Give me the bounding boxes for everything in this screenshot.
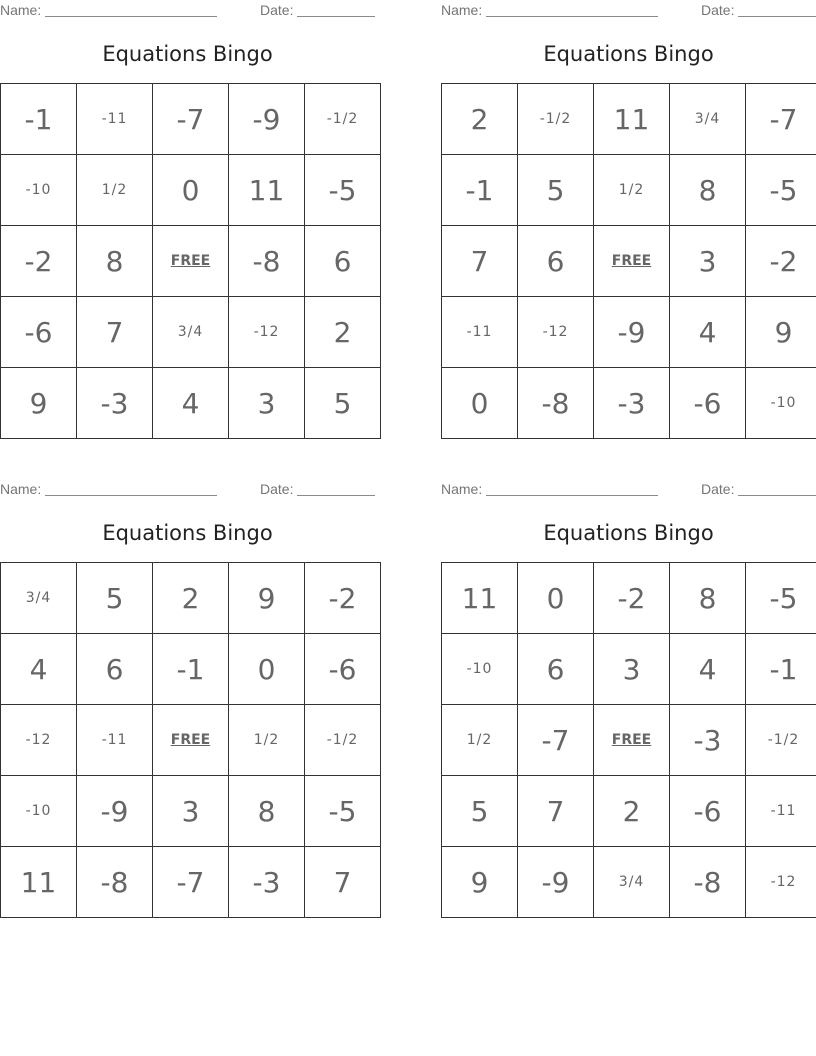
bingo-row — [442, 368, 816, 439]
bingo-cell[interactable]: 11 — [1, 847, 77, 918]
bingo-cell[interactable]: 6 — [518, 226, 594, 297]
bingo-cell[interactable]: 2 — [594, 776, 670, 847]
bingo-cell[interactable]: -3 — [594, 368, 670, 439]
bingo-cell[interactable]: -7 — [518, 705, 594, 776]
bingo-row — [442, 705, 816, 776]
bingo-cell[interactable]: 1/2 — [229, 705, 305, 776]
bingo-cell[interactable]: -2 — [746, 226, 816, 297]
bingo-cell[interactable]: -5 — [746, 155, 816, 226]
bingo-cell[interactable]: -2 — [594, 563, 670, 634]
bingo-row — [442, 226, 816, 297]
date-field[interactable] — [297, 16, 375, 17]
bingo-cell[interactable]: -7 — [153, 847, 229, 918]
card-title: Equations Bingo — [543, 521, 714, 545]
bingo-cell[interactable]: -11 — [77, 84, 153, 155]
bingo-cell[interactable]: 3/4 — [670, 84, 746, 155]
bingo-cell[interactable]: -9 — [594, 297, 670, 368]
bingo-row — [442, 84, 816, 155]
bingo-cell[interactable]: -6 — [305, 634, 381, 705]
date-label: Date: — [260, 2, 294, 18]
bingo-row — [442, 776, 816, 847]
bingo-cell[interactable]: 2 — [305, 297, 381, 368]
bingo-cell[interactable]: -1/2 — [305, 705, 381, 776]
bingo-cell[interactable]: 3 — [670, 226, 746, 297]
bingo-cell[interactable]: 4 — [670, 634, 746, 705]
date-field[interactable] — [297, 495, 375, 496]
bingo-cell[interactable]: -6 — [670, 776, 746, 847]
bingo-cell[interactable]: -1 — [746, 634, 816, 705]
bingo-cell[interactable]: 4 — [670, 297, 746, 368]
free-space[interactable]: FREE — [153, 226, 229, 297]
bingo-row — [1, 155, 381, 226]
bingo-cell[interactable]: -11 — [77, 705, 153, 776]
bingo-cell[interactable]: 7 — [518, 776, 594, 847]
bingo-cell[interactable]: -10 — [1, 155, 77, 226]
bingo-cell[interactable]: -1/2 — [518, 84, 594, 155]
bingo-row — [442, 155, 816, 226]
bingo-cell[interactable]: 11 — [442, 563, 518, 634]
name-field[interactable] — [45, 495, 217, 496]
date-label: Date: — [701, 481, 735, 497]
bingo-cell[interactable]: 11 — [229, 155, 305, 226]
bingo-cell[interactable]: -10 — [1, 776, 77, 847]
bingo-row — [1, 563, 381, 634]
bingo-cell[interactable]: -3 — [670, 705, 746, 776]
bingo-row — [1, 847, 381, 918]
bingo-cell[interactable]: 7 — [77, 297, 153, 368]
name-label: Name: — [0, 2, 42, 18]
bingo-cell[interactable]: -5 — [746, 563, 816, 634]
bingo-cell[interactable]: 2 — [153, 563, 229, 634]
bingo-row — [1, 776, 381, 847]
date-field[interactable] — [738, 495, 816, 496]
bingo-cell[interactable]: 7 — [442, 226, 518, 297]
bingo-cell[interactable]: 5 — [305, 368, 381, 439]
name-label: Name: — [0, 481, 42, 497]
bingo-cell[interactable]: 8 — [229, 776, 305, 847]
free-space[interactable]: FREE — [594, 226, 670, 297]
bingo-cell[interactable]: 3/4 — [594, 847, 670, 918]
bingo-cell[interactable]: 5 — [77, 563, 153, 634]
card-title: Equations Bingo — [102, 42, 273, 66]
bingo-cell[interactable]: -9 — [229, 84, 305, 155]
card-title: Equations Bingo — [543, 42, 714, 66]
bingo-cell[interactable]: 3 — [229, 368, 305, 439]
bingo-cell[interactable]: 11 — [594, 84, 670, 155]
bingo-cell[interactable]: -9 — [518, 847, 594, 918]
bingo-cell[interactable]: -8 — [229, 226, 305, 297]
bingo-cell[interactable]: -1 — [442, 155, 518, 226]
bingo-row — [1, 84, 381, 155]
bingo-cell[interactable]: -11 — [746, 776, 816, 847]
bingo-cell[interactable]: 8 — [670, 563, 746, 634]
bingo-cell[interactable]: -1 — [153, 634, 229, 705]
bingo-cell[interactable]: -1/2 — [746, 705, 816, 776]
bingo-cell[interactable]: 0 — [518, 563, 594, 634]
bingo-cell[interactable]: 9 — [746, 297, 816, 368]
bingo-row — [1, 226, 381, 297]
bingo-cell[interactable]: -9 — [77, 776, 153, 847]
bingo-cell[interactable]: 7 — [305, 847, 381, 918]
bingo-cell[interactable]: 1/2 — [77, 155, 153, 226]
bingo-row — [442, 297, 816, 368]
name-date-row — [441, 0, 816, 20]
free-space[interactable]: FREE — [153, 705, 229, 776]
bingo-cell[interactable]: 9 — [442, 847, 518, 918]
bingo-row — [1, 705, 381, 776]
bingo-row — [442, 634, 816, 705]
bingo-grid — [441, 562, 816, 918]
name-label: Name: — [441, 481, 483, 497]
bingo-cell[interactable]: -12 — [746, 847, 816, 918]
bingo-cell[interactable]: -11 — [442, 297, 518, 368]
bingo-cell[interactable]: -5 — [305, 155, 381, 226]
bingo-cell[interactable]: -1 — [1, 84, 77, 155]
bingo-cell[interactable]: -7 — [746, 84, 816, 155]
bingo-cell[interactable]: 9 — [1, 368, 77, 439]
bingo-cell[interactable]: 8 — [670, 155, 746, 226]
bingo-row — [1, 297, 381, 368]
bingo-cell[interactable]: 4 — [1, 634, 77, 705]
bingo-row — [442, 563, 816, 634]
bingo-cell[interactable]: 3/4 — [1, 563, 77, 634]
bingo-cell[interactable]: 5 — [518, 155, 594, 226]
name-date-row — [0, 0, 375, 20]
bingo-cell[interactable]: -6 — [1, 297, 77, 368]
date-label: Date: — [260, 481, 294, 497]
bingo-cell[interactable]: 1/2 — [442, 705, 518, 776]
bingo-cell[interactable]: -10 — [746, 368, 816, 439]
bingo-cell[interactable]: 0 — [229, 634, 305, 705]
card-title: Equations Bingo — [102, 521, 273, 545]
bingo-cell[interactable]: -2 — [305, 563, 381, 634]
bingo-cell[interactable]: 6 — [518, 634, 594, 705]
bingo-cell[interactable]: -8 — [670, 847, 746, 918]
name-field[interactable] — [45, 16, 217, 17]
name-field[interactable] — [486, 16, 658, 17]
bingo-cell[interactable]: -8 — [518, 368, 594, 439]
bingo-cell[interactable]: -7 — [153, 84, 229, 155]
name-label: Name: — [441, 2, 483, 18]
bingo-cell[interactable]: -2 — [1, 226, 77, 297]
bingo-grid — [0, 83, 381, 439]
bingo-cell[interactable]: -1/2 — [305, 84, 381, 155]
bingo-cell[interactable]: 4 — [153, 368, 229, 439]
bingo-cell[interactable]: -3 — [77, 368, 153, 439]
bingo-cell[interactable]: -8 — [77, 847, 153, 918]
bingo-cell[interactable]: 6 — [77, 634, 153, 705]
name-date-row — [441, 479, 816, 499]
bingo-cell[interactable]: 9 — [229, 563, 305, 634]
bingo-cell[interactable]: -6 — [670, 368, 746, 439]
bingo-cell[interactable]: 3/4 — [153, 297, 229, 368]
bingo-cell[interactable]: -12 — [1, 705, 77, 776]
bingo-cell[interactable]: -5 — [305, 776, 381, 847]
bingo-row — [1, 368, 381, 439]
name-field[interactable] — [486, 495, 658, 496]
bingo-grid — [0, 562, 381, 918]
bingo-cell[interactable]: 8 — [77, 226, 153, 297]
date-label: Date: — [701, 2, 735, 18]
bingo-grid — [441, 83, 816, 439]
bingo-cell[interactable]: 0 — [153, 155, 229, 226]
bingo-cell[interactable]: 6 — [305, 226, 381, 297]
bingo-cell[interactable]: 2 — [442, 84, 518, 155]
name-date-row — [0, 479, 375, 499]
free-space[interactable]: FREE — [594, 705, 670, 776]
bingo-cell[interactable]: 1/2 — [594, 155, 670, 226]
date-field[interactable] — [738, 16, 816, 17]
bingo-row — [442, 847, 816, 918]
bingo-cell[interactable]: -10 — [442, 634, 518, 705]
bingo-cell[interactable]: 5 — [442, 776, 518, 847]
bingo-cell[interactable]: 0 — [442, 368, 518, 439]
bingo-cell[interactable]: 3 — [153, 776, 229, 847]
bingo-cell[interactable]: -12 — [518, 297, 594, 368]
bingo-cell[interactable]: -3 — [229, 847, 305, 918]
bingo-cell[interactable]: -12 — [229, 297, 305, 368]
bingo-cell[interactable]: 3 — [594, 634, 670, 705]
bingo-row — [1, 634, 381, 705]
